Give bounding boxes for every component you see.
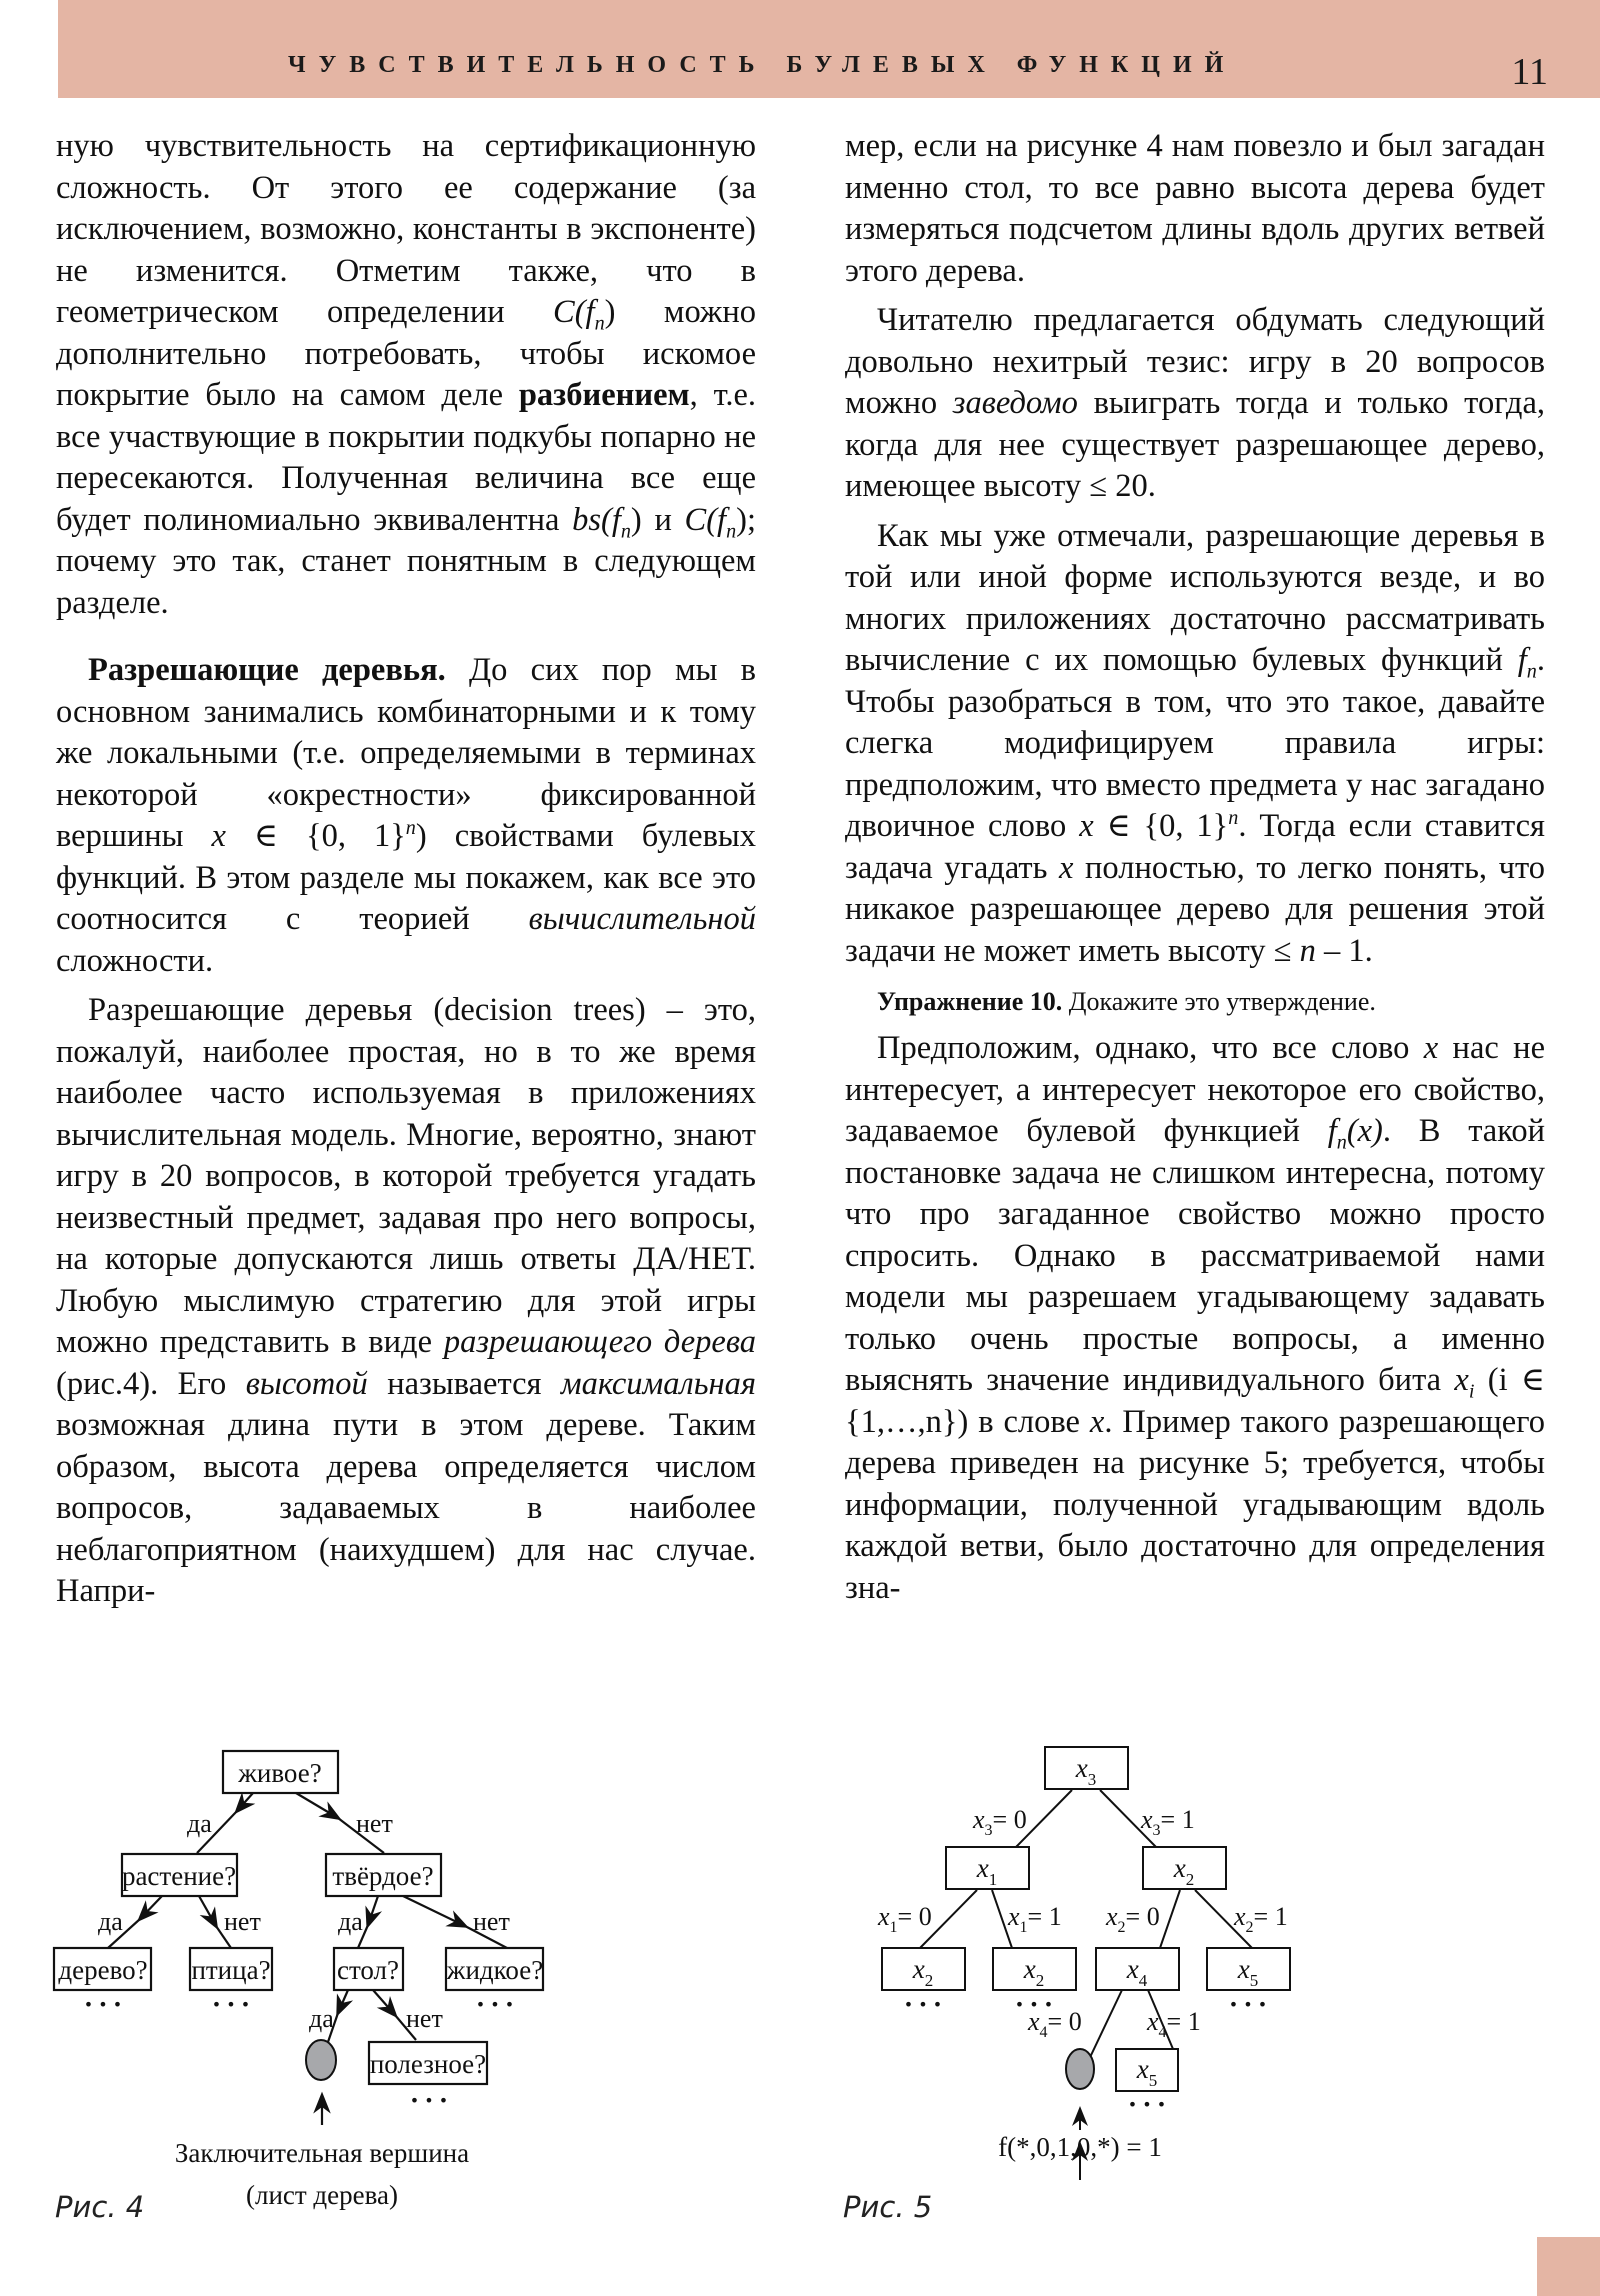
svg-text:да: да — [309, 2004, 334, 2033]
svg-text:x1= 1: $x_1= 1$ — [1008, 1902, 1062, 1936]
page-corner-tab — [1537, 2237, 1600, 2296]
svg-text:• • •: • • • — [409, 2091, 449, 2110]
figure-5-caption: Рис. 5 — [843, 2190, 933, 2224]
svg-text:• • •: • • • — [211, 1995, 251, 2014]
svg-text:нет: нет — [473, 1907, 510, 1936]
svg-text:x5: $x_5$ — [1237, 1954, 1259, 1990]
svg-text:• • •: • • • — [1228, 1995, 1268, 2014]
svg-text:x4= 0: $x_4= 0$ — [1028, 2007, 1082, 2041]
svg-text:x2: $x_2$ — [1173, 1853, 1195, 1889]
node-useful: полезное? — [369, 2049, 487, 2079]
svg-text:x4: $x_4$ — [1126, 1954, 1148, 1990]
figure-5-decision-tree — [830, 1720, 1550, 2180]
figure-4-decision-tree — [40, 1720, 780, 2240]
svg-text:x1= 0: $x_1= 0$ — [878, 1902, 932, 1936]
svg-text:нет: нет — [224, 1907, 261, 1936]
running-title: ЧУВСТВИТЕЛЬНОСТЬ БУЛЕВЫХ ФУНКЦИЙ — [288, 52, 1237, 78]
paragraph: Предположим, однако, что все слово x нас не интересует, а интересует некоторое его свойство, задаваемое булевой функцией $f_n(x)$. В такой постановке задача не слишком интересна, потому что про загаданное свойство можно просто спросить. Однако в рассматриваемой нами модели мы разрешаем угадывающему задавать только очень простые вопросы, а именно выяснять значение индивидуального бита $x_i$ (i ∈ {1,…,n}) в слове x. Пример такого разрешающего дерева приведен на рисунке 5; требуется, чтобы информации, полученной угадывающим вдоль каждой ветви, было достаточно для определения зна- — [845, 1030, 1545, 1606]
paragraph: ную чувствительность на сертификационную сложность. От этого ее содержание (за исключением, возможно, константы в экспоненте) не изменится. Отметим также, что в геометрическом определении $C(f_n)$ можно дополнительно потребовать, чтобы искомое покрытие было на самом деле разбиением, т.е. все участвующие в покрытии подкубы попарно не пересекаются. Полученная величина все еще будет полиномиально эквивалентна $bs(f_n)$ и $C(f_n)$; почему это так, станет понятным в следующем разделе. — [56, 128, 757, 621]
node-table: стол? — [336, 1955, 400, 1985]
exercise: Упражнение 10. Докажите это утверждение. — [877, 987, 1376, 1016]
svg-text:x1: $x_1$ — [976, 1853, 998, 1889]
svg-text:• • •: • • • — [1014, 1995, 1054, 2014]
leaf-formula: f(*,0,1,0,*) = 1 — [998, 2132, 1162, 2162]
running-header — [58, 0, 1600, 98]
svg-text:x4= 1: $x_4= 1$ — [1147, 2007, 1201, 2041]
svg-text:нет: нет — [406, 2004, 443, 2033]
node-liquid: жидкое? — [446, 1955, 544, 1985]
section-paragraph: Разрешающие деревья. До сих пор мы в основном занимались комбинаторными и к тому же локальными (т.е. определяемыми в терминах некоторой «окрестности» фиксированной вершины x ∈ {0, 1}$^n$) свойствами булевых функций. В этом разделе мы покажем, как все это соотносится с теорией вычислительной сложности. — [56, 652, 757, 979]
exercise-label: Упражнение 10. — [877, 987, 1063, 1016]
svg-text:• • •: • • • — [1127, 2095, 1167, 2114]
svg-text:x3= 0: $x_3= 0$ — [973, 1805, 1027, 1839]
figure-4-caption: Рис. 4 — [55, 2190, 145, 2224]
svg-text:x2= 0: $x_2= 0$ — [1106, 1902, 1160, 1936]
svg-text:x2: $x_2$ — [912, 1954, 934, 1990]
node-solid: твёрдое? — [332, 1861, 434, 1891]
node-plant: растение? — [121, 1861, 237, 1891]
left-column — [56, 126, 756, 1613]
svg-text:x3: $x_3$ — [1075, 1753, 1097, 1789]
svg-text:x2: $x_2$ — [1023, 1954, 1045, 1990]
node-tree: дерево? — [58, 1955, 148, 1985]
svg-text:x3= 1: $x_3= 1$ — [1141, 1805, 1195, 1839]
svg-text:да: да — [338, 1907, 363, 1936]
node-bird: птица? — [191, 1955, 271, 1985]
section-heading: Разрешающие деревья. — [88, 652, 446, 688]
svg-text:• • •: • • • — [83, 1995, 123, 2014]
leaf-label-sub: (лист дерева) — [245, 2180, 399, 2210]
node-alive: живое? — [238, 1758, 322, 1788]
page-number: 11 — [1511, 51, 1548, 93]
paragraph: Разрешающие деревья (decision trees) – это, пожалуй, наиболее простая, но в то же время наиболее часто используемая в приложениях вычислительная модель. Многие, вероятно, знают игру в 20 вопросов, в которой требуется угадать неизвестный предмет, задавая про него вопросы, на которые допускаются лишь ответы ДА/НЕТ. Любую мыслимую стратегию для этой игры можно представить в виде разрешающего дерева (рис.4). Его высотой называется максимальная возможная длина пути в этом дереве. Таким образом, высота дерева определяется числом вопросов, задаваемых в наиболее неблагоприятном (наихудшем) для нас случае. Напри- — [56, 992, 756, 1609]
svg-text:• • •: • • • — [903, 1995, 943, 2014]
svg-text:да: да — [187, 1809, 212, 1838]
svg-text:да: да — [98, 1907, 123, 1936]
leaf-label: Заключительная вершина — [174, 2138, 470, 2168]
paragraph: мер, если на рисунке 4 нам повезло и был загадан именно стол, то все равно высота дерева будет измеряться подсчетом длины вдоль других ветвей этого дерева. — [845, 128, 1545, 289]
paragraph: Читателю предлагается обдумать следующий довольно нехитрый тезис: игру в 20 вопросов можно заведомо выиграть тогда и только тогда, когда для нее существует разрешающее дерево, имеющее высоту ≤ 20. — [845, 302, 1546, 504]
svg-text:x5: $x_5$ — [1136, 2054, 1158, 2090]
svg-text:• • •: • • • — [475, 1995, 515, 2014]
paragraph: Как мы уже отмечали, разрешающие деревья в той или иной форме используются везде, и во многих приложениях достаточно рассматривать вычисление с их помощью булевых функций $f_n$. Чтобы разобраться в том, что это такое, давайте слегка модифицируем правила игры: предположим, что вместо предмета у нас загадано двоичное слово x ∈ {0, 1}$^n$. Тогда если ставится задача угадать x полностью, то легко понять, что никакое разрешающее дерево для решения этой задачи не может иметь высоту ≤ n – 1. — [845, 517, 1545, 969]
bold-term: разбиением — [518, 377, 690, 413]
svg-text:x2= 1: $x_2= 1$ — [1234, 1902, 1288, 1936]
right-column — [845, 126, 1545, 1609]
svg-text:нет: нет — [356, 1809, 393, 1838]
